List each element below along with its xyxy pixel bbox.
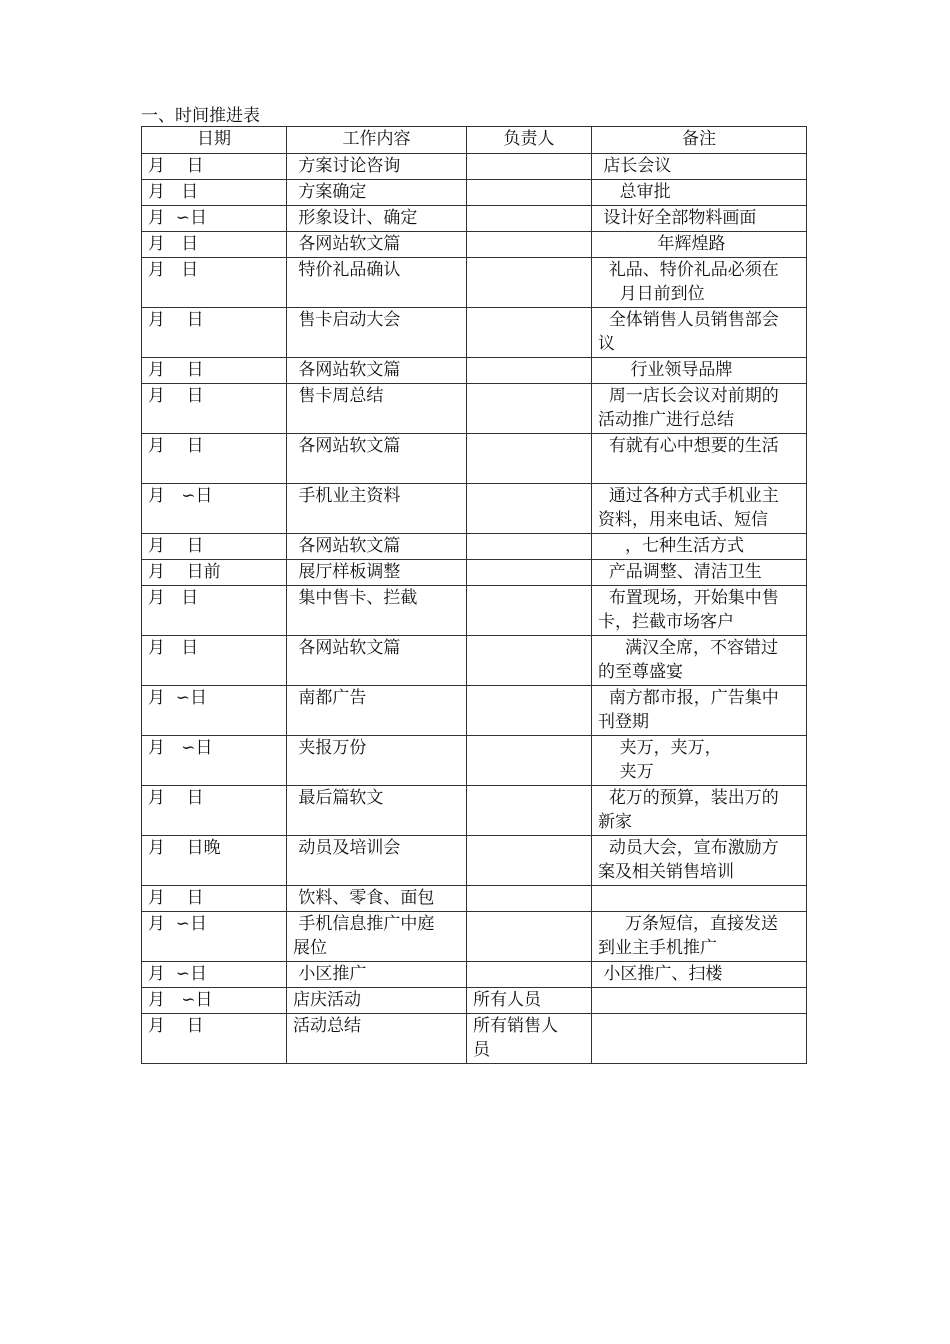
note-cell: 全体销售人员销售部会 议 bbox=[592, 308, 807, 358]
date-cell: 月 日 bbox=[142, 258, 287, 308]
task-cell: 各网站软文篇 bbox=[287, 358, 467, 384]
date-cell: 月 日 bbox=[142, 636, 287, 686]
table-row bbox=[142, 988, 807, 1014]
date-cell: 月 ∽日 bbox=[142, 962, 287, 988]
task-cell: 动员及培训会 bbox=[287, 836, 467, 886]
note-cell: 通过各种方式手机业主 资料，用来电话、短信 bbox=[592, 484, 807, 534]
task-cell: 方案讨论咨询 bbox=[287, 154, 467, 180]
task-cell: 饮料、零食、面包 bbox=[287, 886, 467, 912]
owner-cell: 所有人员 bbox=[467, 988, 592, 1014]
note-cell: 年辉煌路 bbox=[592, 232, 807, 258]
note-cell: 花万的预算，装出万的 新家 bbox=[592, 786, 807, 836]
task-cell: 方案确定 bbox=[287, 180, 467, 206]
table-row bbox=[142, 560, 807, 586]
task-cell: 店庆活动 bbox=[287, 988, 467, 1014]
note-cell: 总审批 bbox=[592, 180, 807, 206]
date-cell: 月 日 bbox=[142, 232, 287, 258]
table-row bbox=[142, 258, 807, 308]
note-cell: 南方都市报，广告集中 刊登期 bbox=[592, 686, 807, 736]
table-row bbox=[142, 586, 807, 636]
date-cell: 月 ∽日 bbox=[142, 206, 287, 232]
owner-cell bbox=[467, 206, 592, 232]
table-row bbox=[142, 384, 807, 434]
table-header-row bbox=[142, 127, 807, 154]
owner-cell bbox=[467, 586, 592, 636]
task-cell: 各网站软文篇 bbox=[287, 232, 467, 258]
date-cell: 月 日晚 bbox=[142, 836, 287, 886]
table-row bbox=[142, 786, 807, 836]
task-cell: 小区推广 bbox=[287, 962, 467, 988]
date-cell: 月 日 bbox=[142, 154, 287, 180]
owner-cell bbox=[467, 384, 592, 434]
table-row bbox=[142, 206, 807, 232]
owner-cell bbox=[467, 358, 592, 384]
column-header-task: 工作内容 bbox=[287, 127, 467, 154]
column-header-owner: 负责人 bbox=[467, 127, 592, 154]
date-cell: 月 日 bbox=[142, 434, 287, 484]
date-cell: 月 日 bbox=[142, 886, 287, 912]
note-cell: 万条短信，直接发送 到业主手机推广 bbox=[592, 912, 807, 962]
task-cell: 各网站软文篇 bbox=[287, 636, 467, 686]
note-cell: 设计好全部物料画面 bbox=[592, 206, 807, 232]
date-cell: 月 日 bbox=[142, 384, 287, 434]
note-cell: 布置现场，开始集中售 卡，拦截市场客户 bbox=[592, 586, 807, 636]
column-header-date: 日期 bbox=[142, 127, 287, 154]
note-cell: ，七种生活方式 bbox=[592, 534, 807, 560]
owner-cell bbox=[467, 560, 592, 586]
table-row bbox=[142, 736, 807, 786]
note-cell: 动员大会，宣布激励方 案及相关销售培训 bbox=[592, 836, 807, 886]
task-cell: 特价礼品确认 bbox=[287, 258, 467, 308]
table-row bbox=[142, 686, 807, 736]
table-body bbox=[142, 154, 807, 1064]
note-cell: 满汉全席，不容错过 的至尊盛宴 bbox=[592, 636, 807, 686]
date-cell: 月 ∽日 bbox=[142, 736, 287, 786]
owner-cell bbox=[467, 534, 592, 560]
date-cell: 月 日 bbox=[142, 534, 287, 560]
date-cell: 月 日 bbox=[142, 180, 287, 206]
task-cell: 手机业主资料 bbox=[287, 484, 467, 534]
task-cell: 各网站软文篇 bbox=[287, 434, 467, 484]
owner-cell bbox=[467, 308, 592, 358]
note-cell: 行业领导品牌 bbox=[592, 358, 807, 384]
note-cell: 礼品、特价礼品必须在 月日前到位 bbox=[592, 258, 807, 308]
note-cell: 产品调整、清洁卫生 bbox=[592, 560, 807, 586]
date-cell: 月 日 bbox=[142, 1014, 287, 1064]
date-cell: 月 ∽日 bbox=[142, 686, 287, 736]
date-cell: 月 ∽日 bbox=[142, 912, 287, 962]
owner-cell bbox=[467, 912, 592, 962]
task-cell: 售卡周总结 bbox=[287, 384, 467, 434]
date-cell: 月 ∽日 bbox=[142, 988, 287, 1014]
table-row bbox=[142, 886, 807, 912]
page-title: 一、时间推进表 bbox=[141, 106, 260, 126]
task-cell: 各网站软文篇 bbox=[287, 534, 467, 560]
owner-cell bbox=[467, 154, 592, 180]
table-row bbox=[142, 434, 807, 484]
task-cell: 展厅样板调整 bbox=[287, 560, 467, 586]
table-row bbox=[142, 636, 807, 686]
task-cell: 手机信息推广中庭 展位 bbox=[287, 912, 467, 962]
schedule-table bbox=[141, 126, 807, 1064]
owner-cell bbox=[467, 484, 592, 534]
table-row bbox=[142, 836, 807, 886]
owner-cell bbox=[467, 736, 592, 786]
note-cell: 店长会议 bbox=[592, 154, 807, 180]
task-cell: 最后篇软文 bbox=[287, 786, 467, 836]
note-cell bbox=[592, 886, 807, 912]
date-cell: 月 日 bbox=[142, 586, 287, 636]
table-row bbox=[142, 1014, 807, 1064]
table-row bbox=[142, 358, 807, 384]
owner-cell bbox=[467, 180, 592, 206]
owner-cell bbox=[467, 232, 592, 258]
note-cell bbox=[592, 1014, 807, 1064]
table-row bbox=[142, 232, 807, 258]
owner-cell bbox=[467, 786, 592, 836]
note-cell: 周一店长会议对前期的 活动推广进行总结 bbox=[592, 384, 807, 434]
note-cell: 小区推广、扫楼 bbox=[592, 962, 807, 988]
owner-cell bbox=[467, 962, 592, 988]
owner-cell: 所有销售人 员 bbox=[467, 1014, 592, 1064]
table-row bbox=[142, 154, 807, 180]
note-cell bbox=[592, 988, 807, 1014]
task-cell: 活动总结 bbox=[287, 1014, 467, 1064]
date-cell: 月 日前 bbox=[142, 560, 287, 586]
column-header-note: 备注 bbox=[592, 127, 807, 154]
table-row bbox=[142, 534, 807, 560]
date-cell: 月 日 bbox=[142, 786, 287, 836]
table-row bbox=[142, 912, 807, 962]
owner-cell bbox=[467, 434, 592, 484]
table-row bbox=[142, 180, 807, 206]
table-row bbox=[142, 308, 807, 358]
owner-cell bbox=[467, 686, 592, 736]
owner-cell bbox=[467, 636, 592, 686]
date-cell: 月 日 bbox=[142, 358, 287, 384]
task-cell: 形象设计、确定 bbox=[287, 206, 467, 232]
table-row bbox=[142, 962, 807, 988]
date-cell: 月 ∽日 bbox=[142, 484, 287, 534]
task-cell: 夹报万份 bbox=[287, 736, 467, 786]
note-cell: 有就有心中想要的生活 bbox=[592, 434, 807, 484]
owner-cell bbox=[467, 836, 592, 886]
task-cell: 售卡启动大会 bbox=[287, 308, 467, 358]
owner-cell bbox=[467, 258, 592, 308]
task-cell: 南都广告 bbox=[287, 686, 467, 736]
task-cell: 集中售卡、拦截 bbox=[287, 586, 467, 636]
note-cell: 夹万，夹万， 夹万 bbox=[592, 736, 807, 786]
owner-cell bbox=[467, 886, 592, 912]
date-cell: 月 日 bbox=[142, 308, 287, 358]
table-row bbox=[142, 484, 807, 534]
